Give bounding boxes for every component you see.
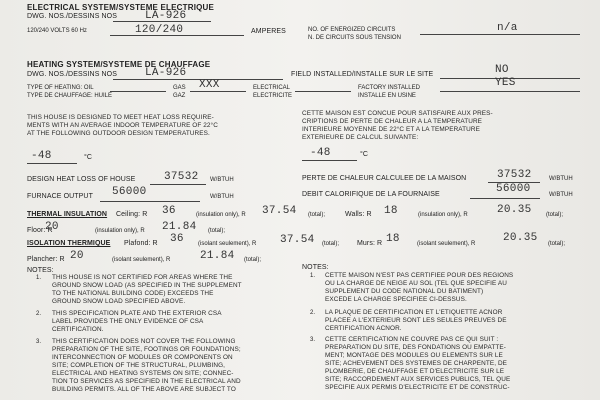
heating-type-label-en: TYPE OF HEATING: OIL	[27, 85, 94, 91]
notes-heading-fr: NOTES:	[302, 264, 329, 271]
plafond-total-label: (total);	[322, 241, 340, 247]
field-installed-label: FIELD INSTALLED/INSTALLE SUR LE SITE	[291, 71, 434, 78]
factory-label-en: FACTORY INSTALLED	[358, 85, 420, 91]
note-en-num-2: 2.	[36, 311, 42, 317]
factory-value: YES	[495, 77, 516, 89]
heating-type-label-fr: TYPE DE CHAUFFAGE: HUILE	[27, 93, 113, 99]
note-fr-3: CETTE CERTIFICATION NE COUVRE PAS CE QUI SUIT : PREPARATION DU SITE, DES FONDATIONS OU EMPATTE- MENT; MONTAGE DES MODULES OU ELEMENTS SUR LE SITE; ACHEVEMENT DES SYSTEMES DE CHARPENTE, DE PLOMBERIE, DE CHAUFFAGE ET D'ELECTRICITE SUR LE SITE; RACCORDEMENT AUX SERVICES PUBLICS, TEL QUE SPECIFIE AUX PERMIS D'ELECTRICITE ET DE CONSTRUC-	[325, 336, 511, 391]
furnace-unit: W/BTUH	[210, 194, 234, 200]
design-intro-fr: CETTE MAISON EST CONCUE POUR SATISFAIRE AUX PRES- CRIPTIONS DE PERTE DE CHALEUR A LA TEMPERATURE INTERIEURE MOYENNE DE 22°C ET A LA TEMPERATURE EXTERIEURE DE CALCUL SUIVANTE:	[302, 110, 493, 141]
temp-unit-fr: °C	[360, 151, 369, 158]
furnace-value: 56000	[112, 186, 147, 198]
notes-heading-en: NOTES:	[27, 267, 54, 274]
electricite-label: ELECTRICITE	[253, 93, 293, 99]
temp-value-en: -48	[31, 150, 52, 162]
perte-value: 37532	[497, 169, 532, 181]
debit-unit: W/BTUH	[549, 192, 573, 198]
ceiling-ins-only: (insulation only), R	[196, 212, 246, 218]
walls-label: Walls: R	[345, 211, 372, 218]
note-en-num-1: 1.	[36, 275, 42, 281]
circuits-label-fr: N. DE CIRCUITS SOUS TENSION	[308, 35, 401, 41]
ceiling-label: Ceiling: R	[116, 211, 148, 218]
note-en-3: THIS CERTIFICATION DOES NOT COVER THE FOLLOWING PREPARATION OF THE SITE, FOOTINGS OR FOUNDATIONS; INTERCONNECTION OF MODULES OR COMPONENTS ON SITE; COMPLETION OF THE STRUCTURAL, PLUMBING, ELECTRICAL AND HEATING SYSTEMS ON SITE; CONNEC- TION TO SERVICES AS SPECIFIED IN THE ELECTRICAL AND BUILDING PERMITS. ALL OF THE ABOVE ARE SUBJECT TO	[52, 338, 241, 393]
floor-ins-only: (insulation only), R	[95, 228, 145, 234]
amps-value: 120/240	[135, 24, 184, 36]
debit-label: DEBIT CALORIFIQUE DE LA FOURNAISE	[302, 191, 440, 198]
perte-unit: W/BTUH	[549, 176, 573, 182]
walls-value: 18	[384, 205, 398, 217]
plafond-value: 36	[170, 233, 184, 245]
plancher-isolant: (isolant seulement), R	[112, 257, 171, 263]
circuits-label-en: NO. OF ENERGIZED CIRCUITS	[308, 27, 396, 33]
ceiling-total: 37.54	[262, 205, 297, 217]
floor-label: Floor: R	[27, 227, 53, 234]
note-fr-num-2: 2.	[310, 310, 316, 316]
temp-value-fr: -48	[310, 147, 331, 159]
electrical-heading: ELECTRICAL SYSTEM/SYSTEME ELECTRIQUE	[27, 3, 215, 12]
circuits-value: n/a	[497, 22, 518, 34]
note-fr-1: CETTE MAISON N'EST PAS CERTIFIEE POUR DES REGIONS OU LA CHARGE DE NEIGE AU SOL (TEL QUE SPECIFIE AU SUPPLEMENT DU CODE NATIONAL DU BATIMENT) EXCEDE LA CHARGE SPECIFIEE CI-DESSUS.	[325, 272, 514, 303]
floor-total: 21.84	[162, 221, 197, 233]
factory-label-fr: INSTALLE EN USINE	[358, 93, 416, 99]
walls-total: 20.35	[497, 204, 532, 216]
field-installed-value: NO	[495, 64, 509, 76]
murs-isolant: (isolant seulement), R	[417, 241, 476, 247]
furnace-label: FURNACE OUTPUT	[27, 193, 93, 200]
gas-label: GAS	[173, 85, 186, 91]
heating-dwg-label: DWG. NOS./DESSINS NOS	[27, 71, 117, 78]
volts-label: 120/240 VOLTS 60 Hz	[27, 28, 87, 34]
electrical-dwg-value: LA-926	[145, 10, 187, 22]
ceiling-value: 36	[162, 205, 176, 217]
note-en-num-3: 3.	[36, 339, 42, 345]
plancher-value: 20	[70, 250, 84, 262]
murs-value: 18	[386, 233, 400, 245]
heating-dwg-value: LA-926	[145, 67, 187, 79]
electrical-label: ELECTRICAL	[253, 85, 291, 91]
note-en-2: THIS SPECIFICATION PLATE AND THE EXTERIOR CSA LABEL PROVIDES THE ONLY EVIDENCE OF CSA CERTIFICATION.	[52, 310, 222, 333]
plancher-total-label: (total);	[244, 257, 262, 263]
heating-heading: HEATING SYSTEM/SYSTEME DE CHAUFFAGE	[27, 60, 211, 69]
walls-ins-only: (insulation only), R	[418, 212, 468, 218]
thermal-insulation-heading: THERMAL INSULATION	[27, 211, 108, 218]
note-fr-2: LA PLAQUE DE CERTIFICATION ET L'ETIQUETTE ACNOR PLACEE A L'EXTERIEUR SONT LES SEULES PREUVES DE CERTIFICATION ACNOR.	[325, 309, 507, 332]
heat-loss-unit: W/BTUH	[210, 177, 234, 183]
amperes-label: AMPERES	[251, 28, 286, 35]
plancher-label: Plancher: R	[27, 256, 65, 263]
plafond-total: 37.54	[280, 234, 315, 246]
note-fr-num-3: 3.	[310, 337, 316, 343]
murs-total: 20.35	[503, 232, 538, 244]
debit-value: 56000	[496, 183, 531, 195]
ceiling-total-label: (total);	[308, 212, 326, 218]
plafond-isolant: (isolant seulement), R	[198, 241, 257, 247]
floor-value: 20	[45, 221, 59, 233]
heat-loss-value: 37532	[164, 171, 199, 183]
murs-label: Murs: R	[357, 240, 383, 247]
heat-loss-label: DESIGN HEAT LOSS OF HOUSE	[27, 176, 136, 183]
design-intro-en: THIS HOUSE IS DESIGNED TO MEET HEAT LOSS REQUIRE- MENTS WITH AN AVERAGE INDOOR TEMPERATURE OF 22°C AT THE FOLLOWING OUTDOOR DESIGN TEMPERATURES.	[27, 114, 218, 137]
note-fr-num-1: 1.	[310, 273, 316, 279]
murs-total-label: (total);	[548, 241, 566, 247]
walls-total-label: (total);	[546, 212, 564, 218]
plafond-label: Plafond: R	[124, 240, 158, 247]
plancher-total: 21.84	[200, 250, 235, 262]
electrical-dwg-label: DWG. NOS./DESSINS NOS	[27, 13, 117, 20]
perte-label: PERTE DE CHALEUR CALCULEE DE LA MAISON	[302, 175, 467, 182]
temp-unit-en: °C	[84, 154, 93, 161]
isolation-heading: ISOLATION THERMIQUE	[27, 240, 111, 247]
note-en-1: THIS HOUSE IS NOT CERTIFIED FOR AREAS WHERE THE GROUND SNOW LOAD (AS SPECIFIED IN THE SUPPLEMENT TO THE NATIONAL BUILDING CODE) EXCEEDS THE GROUND SNOW LOAD SPECIFIED ABOVE.	[52, 274, 242, 305]
gaz-label: GAZ	[173, 93, 186, 99]
floor-total-label: (total);	[208, 228, 226, 234]
gas-value: XXX	[199, 79, 220, 91]
